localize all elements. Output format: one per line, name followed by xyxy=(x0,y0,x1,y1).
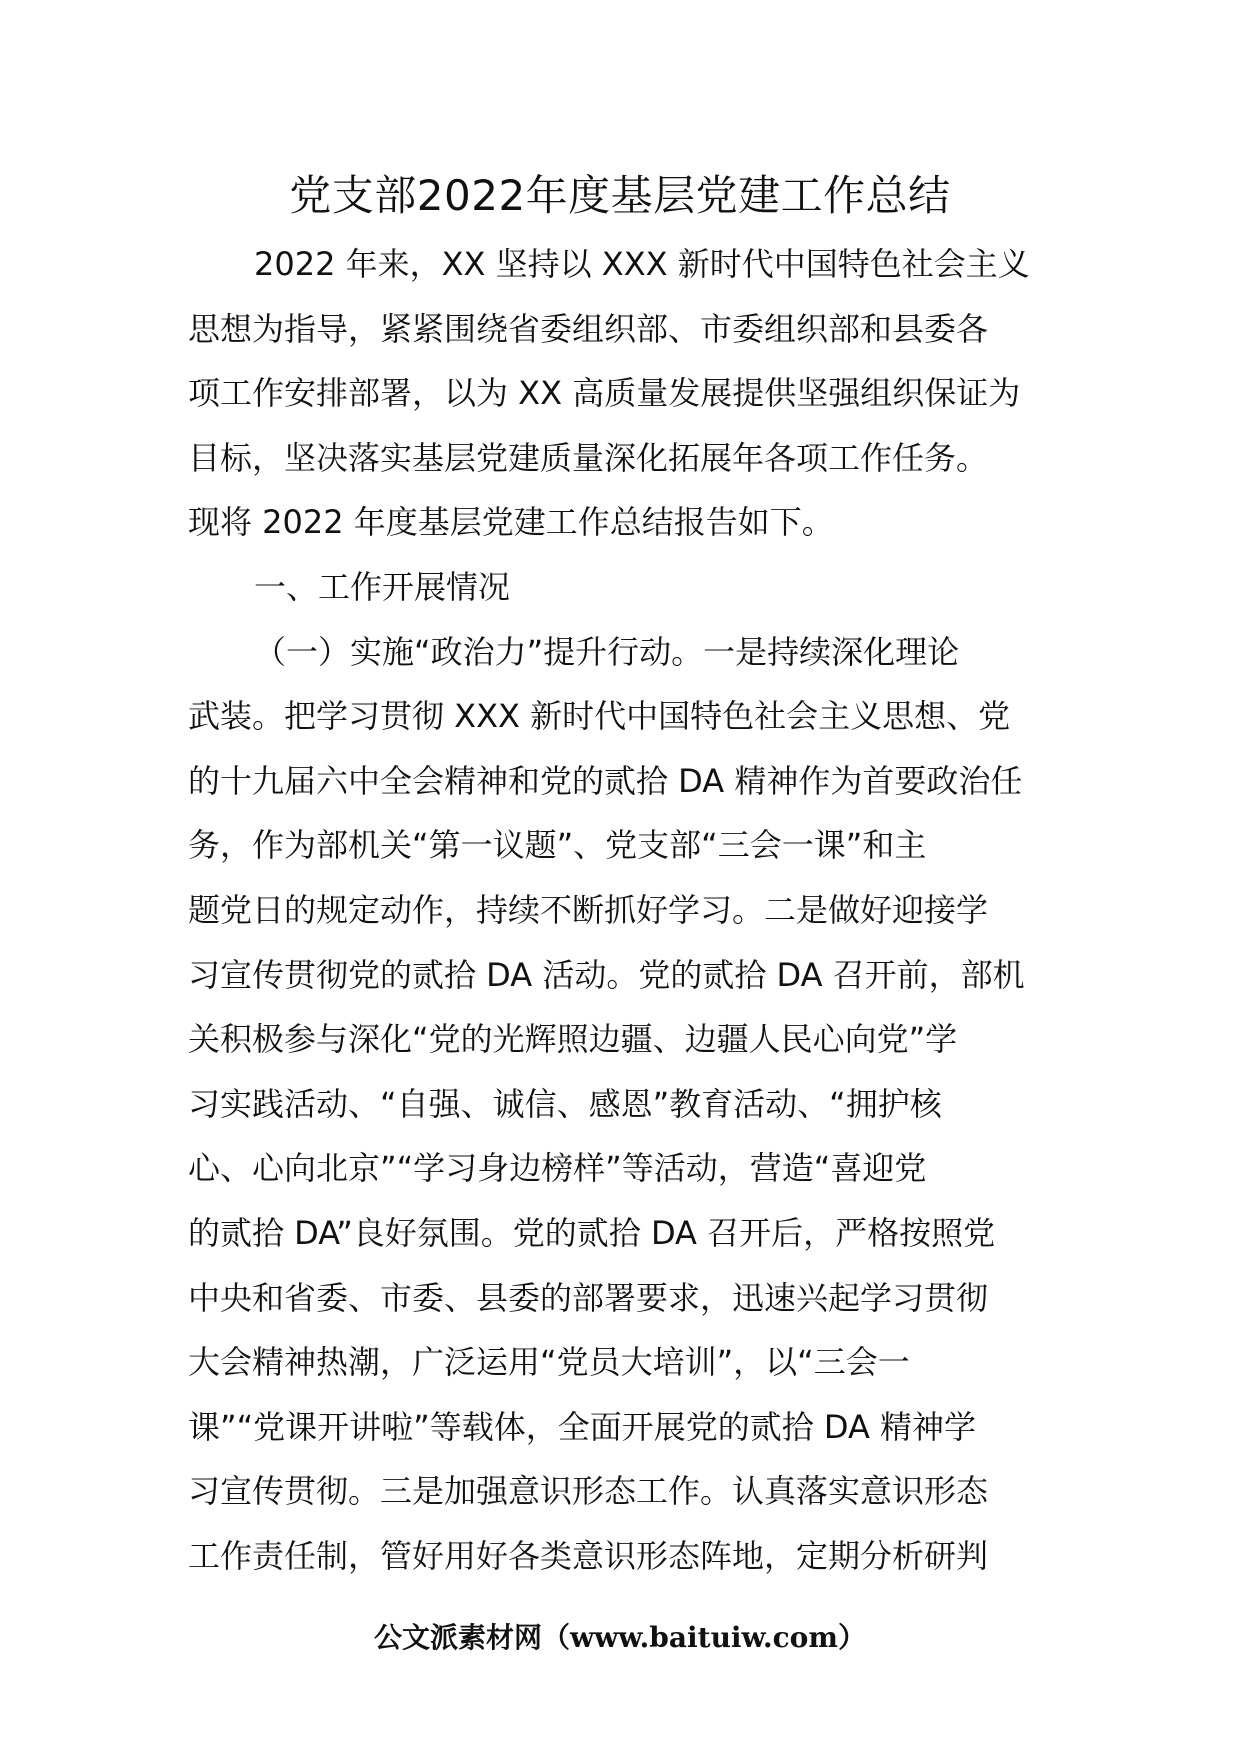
paragraph-line: 务，作为部机关“第一议题”、党支部“三会一课”和主 xyxy=(188,826,927,865)
paragraph-line: 工作责任制，管好用好各类意识形态阵地，定期分析研判 xyxy=(188,1536,989,1575)
document-title: 党支部2022年度基层党建工作总结 xyxy=(289,171,951,220)
section-heading: 一、工作开展情况 xyxy=(254,567,511,606)
paragraph-line: （一）实施“政治力”提升行动。一是持续深化理论 xyxy=(254,632,960,671)
paragraph-line: 项工作安排部署，以为 XX 高质量发展提供坚强组织保证为 xyxy=(188,374,1021,413)
document-body xyxy=(188,232,1058,1588)
paragraph-line: 习宣传贯彻党的贰拾 DA 活动。党的贰拾 DA 召开前，部机 xyxy=(188,955,1025,994)
paragraph-line: 目标，坚决落实基层党建质量深化拓展年各项工作任务。 xyxy=(188,438,989,477)
paragraph-line: 的贰拾 DA”良好氛围。党的贰拾 DA 召开后，严格按照党 xyxy=(188,1213,996,1252)
paragraph-line: 题党日的规定动作，持续不断抓好学习。二是做好迎接学 xyxy=(188,890,989,929)
paragraph-line: 习实践活动、“自强、诚信、感恩”教育活动、“拥护核 xyxy=(188,1084,942,1123)
paragraph-line: 课”“党课开讲啦”等载体，全面开展党的贰拾 DA 精神学 xyxy=(188,1407,977,1446)
paragraph-line: 中央和省委、市委、县委的部署要求，迅速兴起学习贯彻 xyxy=(188,1278,989,1317)
paragraph-line: 心、心向北京”“学习身边榜样”等活动，营造“喜迎党 xyxy=(188,1149,927,1188)
paragraph-line: 思想为指导，紧紧围绕省委组织部、市委组织部和县委各 xyxy=(188,309,989,348)
paragraph-line: 习宣传贯彻。三是加强意识形态工作。认真落实意识形态 xyxy=(188,1472,989,1511)
paragraph-line: 的十九届六中全会精神和党的贰拾 DA 精神作为首要政治任 xyxy=(188,761,1023,800)
paragraph-line: 2022 年来，XX 坚持以 XXX 新时代中国特色社会主义 xyxy=(254,245,1030,283)
paragraph-line: 大会精神热潮，广泛运用“党员大培训”，以“三会一 xyxy=(188,1343,910,1382)
paragraph-line: 现将 2022 年度基层党建工作总结报告如下。 xyxy=(188,503,834,542)
paragraph-line: 武装。把学习贯彻 XXX 新时代中国特色社会主义思想、党 xyxy=(188,697,1011,736)
footer-watermark: 公文派素材网（www.baituiw.com） xyxy=(374,1621,866,1654)
paragraph-line: 关积极参与深化“党的光辉照边疆、边疆人民心向党”学 xyxy=(188,1020,958,1059)
